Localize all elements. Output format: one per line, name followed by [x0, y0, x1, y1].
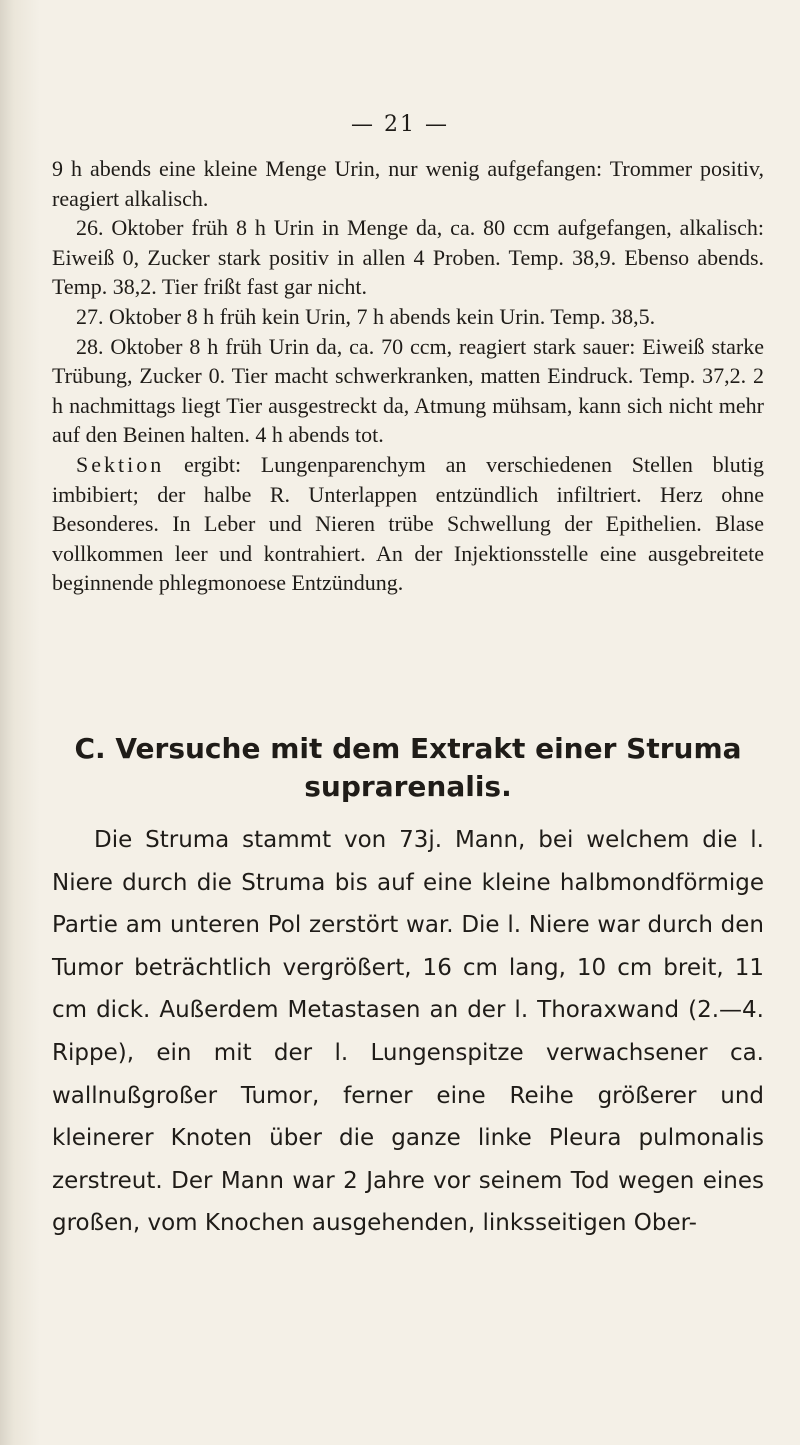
paragraph-october-27: 27. Oktober 8 h früh kein Urin, 7 h abends kein Urin. Temp. 38,5.: [76, 303, 656, 329]
section-heading: [52, 730, 764, 806]
paragraph-struma: Die Struma stammt von 73j. Mann, bei welchem die l. Niere durch die Struma bis auf eine kleine halbmondförmige Partie am unteren Pol zerstört war. Die l. Niere war durch den Tumor beträchtlich vergrößert, 16 cm lang, 10 cm breit, 11 cm dick. Außerdem Metastasen an der l. Thoraxwand (2.—4. Rippe), ein mit der l. Lungenspitze verwachsener ca. wallnußgroßer Tumor, ferner eine Reihe größerer und kleinerer Knoten über die ganze linke Pleura pulmonalis zerstreut. Der Mann war 2 Jahre vor seinem Tod wegen eines großen, vom Knochen ausgehenden, linksseitigen Ober-: [52, 827, 764, 1237]
page-number: — 21 —: [351, 112, 449, 137]
sektion-label: Sektion: [76, 451, 165, 477]
paragraph-sektion: [52, 450, 764, 598]
paragraph-october-28: 28. Oktober 8 h früh Urin da, ca. 70 ccm, reagiert stark sauer: Eiweiß starke Trübung, Zucker 0. Tier macht schwerkranken, matten Eindruck. Temp. 37,2. 2 h nachmittags liegt Tier ausgestreckt da, Atmung mühsam, kann sich nicht mehr auf den Beinen halten. 4 h abends tot.: [52, 333, 764, 448]
section-heading-line-2: suprarenalis.: [304, 770, 512, 803]
sektion-text: ergibt: Lungenparenchym an verschiedenen Stellen blutig imbibiert; der halbe R. Unterlappen entzündlich infiltriert. Herz ohne Besonderes. In Leber und Nieren trübe Schwellung der Epithelien. Blase vollkommen leer und kontrahiert. An der Injektionsstelle eine ausgebreitete beginnende phlegmonoese Entzündung.: [52, 451, 764, 596]
section-heading-line-1: C. Versuche mit dem Extrakt einer Struma: [74, 732, 742, 765]
section-body: [52, 819, 764, 1245]
paragraph-evening-urine: 9 h abends eine kleine Menge Urin, nur wenig aufgefangen: Trommer positiv, reagiert alkalisch.: [52, 156, 764, 211]
paragraph-october-26: 26. Oktober früh 8 h Urin in Menge da, ca. 80 ccm aufgefangen, alkalisch: Eiweiß 0, Zucker stark positiv in allen 4 Proben. Temp. 38,9. Ebenso abends. Temp. 38,2. Tier frißt fast gar nicht.: [52, 215, 764, 300]
case-notes: [52, 154, 764, 598]
